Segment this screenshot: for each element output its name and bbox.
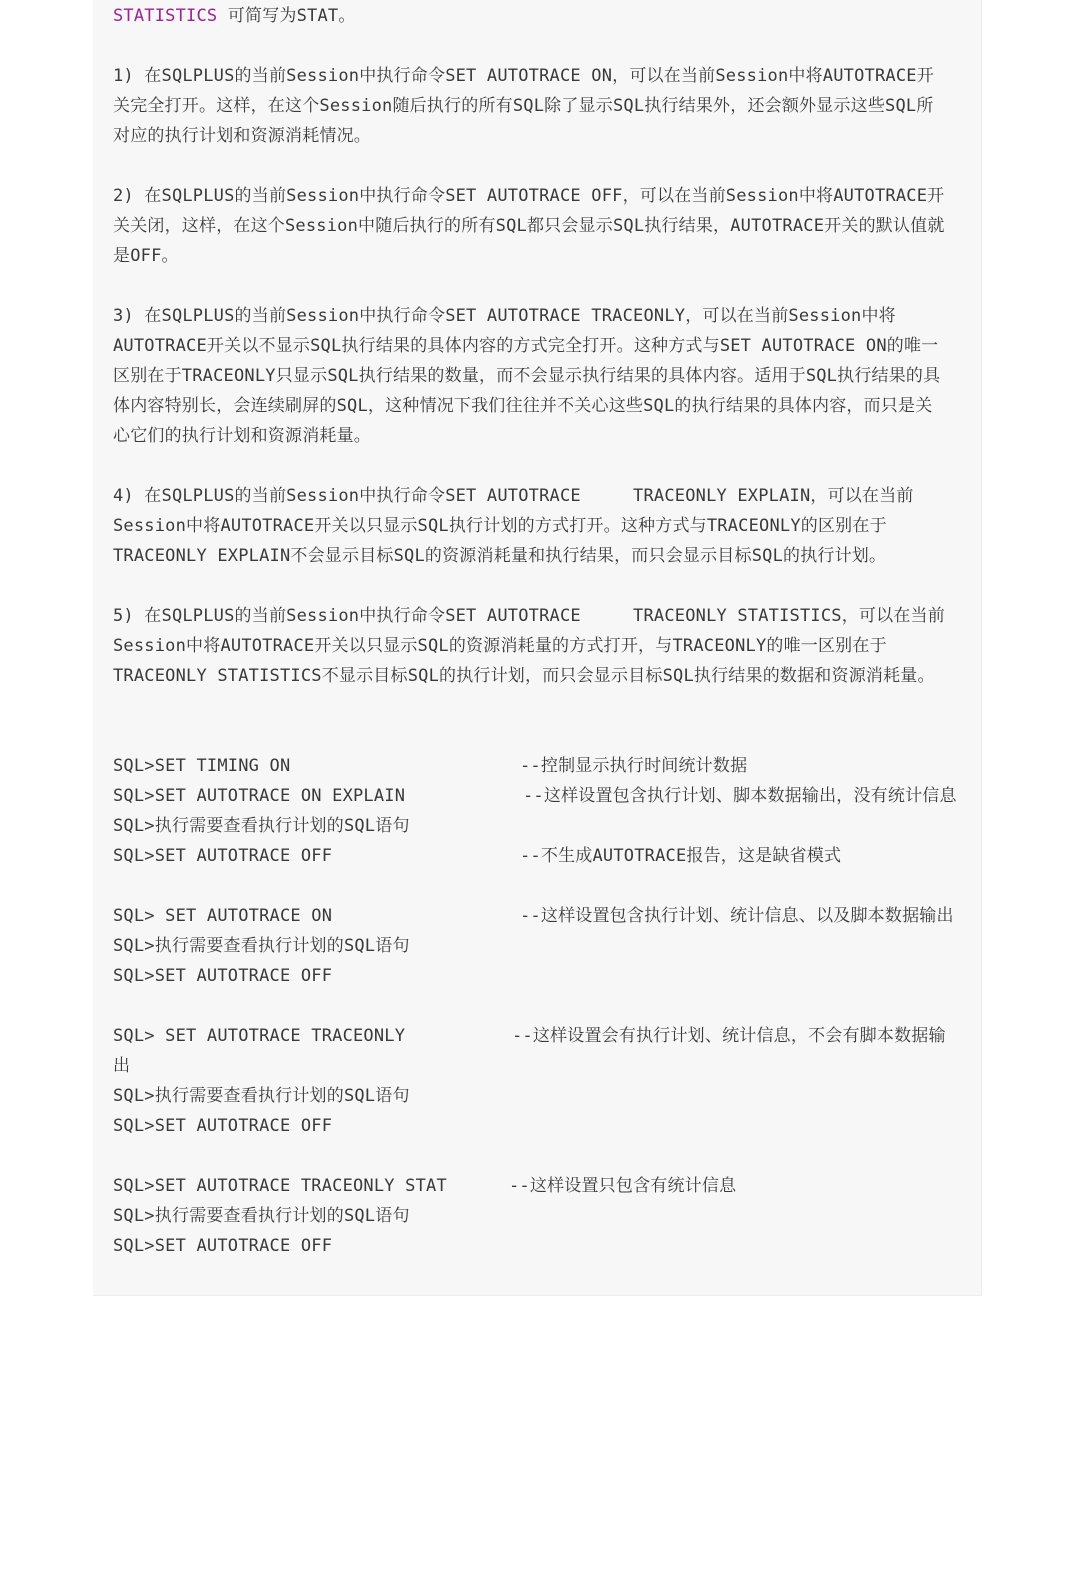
example-command: SQL>SET AUTOTRACE OFF (113, 1236, 333, 1256)
example-command: SQL>执行需要查看执行计划的SQL语句 (113, 1086, 410, 1106)
paragraph-3-line-4: 体内容特别长，会连续刷屏的SQL，这种情况下我们往往并不关心这些SQL的执行结果的具体内容，而只是关 (113, 396, 933, 416)
paragraph-4-line-1: 4) 在SQLPLUS的当前Session中执行命令SET AUTOTRACE TRACEONLY EXPLAIN，可以在当前 (113, 486, 914, 506)
code-block (93, 0, 982, 1296)
example-command: SQL>SET AUTOTRACE ON EXPLAIN (113, 786, 406, 806)
keyword-statistics: STATISTICS (113, 6, 218, 26)
example-comment: --这样设置包含执行计划、脚本数据输出，没有统计信息 (523, 786, 957, 806)
example-comment: --这样设置包含执行计划、统计信息、以及脚本数据输出 (520, 906, 954, 926)
paragraph-1-line-2: 关完全打开。这样，在这个Session随后执行的所有SQL除了显示SQL执行结果外，还会额外显示这些SQL所 (113, 96, 934, 116)
example-comment: --这样设置会有执行计划、统计信息，不会有脚本数据输 (512, 1026, 946, 1046)
example-command: SQL> SET AUTOTRACE ON (113, 906, 333, 926)
paragraph-5-line-2: Session中将AUTOTRACE开关以只显示SQL的资源消耗量的方式打开，与TRACEONLY的唯一区别在于 (113, 636, 887, 656)
paragraph-3-line-3: 区别在于TRACEONLY只显示SQL执行结果的数量，而不会显示执行结果的具体内容。适用于SQL执行结果的具 (113, 366, 941, 386)
example-command: SQL>SET TIMING ON (113, 756, 291, 776)
intro-line (113, 1, 356, 31)
paragraph-3-line-2: AUTOTRACE开关以不显示SQL执行结果的具体内容的方式完全打开。这种方式与SET AUTOTRACE ON的唯一 (113, 336, 939, 356)
paragraph-2-line-1: 2) 在SQLPLUS的当前Session中执行命令SET AUTOTRACE OFF，可以在当前Session中将AUTOTRACE开 (113, 186, 945, 206)
paragraph-2-line-3: 是OFF。 (113, 246, 179, 266)
paragraph-3-line-5: 心它们的执行计划和资源消耗量。 (113, 426, 371, 446)
paragraph-2-line-2: 关关闭，这样，在这个Session中随后执行的所有SQL都只会显示SQL执行结果，AUTOTRACE开关的默认值就 (113, 216, 945, 236)
paragraph-4-line-2: Session中将AUTOTRACE开关以只显示SQL执行计划的方式打开。这种方式与TRACEONLY的区别在于 (113, 516, 887, 536)
example-command: SQL>SET AUTOTRACE OFF (113, 966, 333, 986)
example-comment: --这样设置只包含有统计信息 (509, 1176, 737, 1196)
example-command: SQL>SET AUTOTRACE OFF (113, 1116, 333, 1136)
example-command: SQL>SET AUTOTRACE TRACEONLY STAT (113, 1176, 447, 1196)
example-comment: --控制显示执行时间统计数据 (520, 756, 748, 776)
example-command: SQL>执行需要查看执行计划的SQL语句 (113, 1206, 410, 1226)
paragraph-4-line-3: TRACEONLY EXPLAIN不会显示目标SQL的资源消耗量和执行结果，而只会显示目标SQL的执行计划。 (113, 546, 887, 566)
example-command: SQL>SET AUTOTRACE OFF (113, 846, 333, 866)
example-comment: --不生成AUTOTRACE报告，这是缺省模式 (520, 846, 842, 866)
intro-text: 可简写为STAT。 (217, 6, 356, 26)
paragraph-5-line-3: TRACEONLY STATISTICS不显示目标SQL的执行计划，而只会显示目标SQL执行结果的数据和资源消耗量。 (113, 666, 935, 686)
example-command: 出 (113, 1056, 131, 1076)
example-command: SQL>执行需要查看执行计划的SQL语句 (113, 936, 410, 956)
example-command: SQL>执行需要查看执行计划的SQL语句 (113, 816, 410, 836)
paragraph-3-line-1: 3) 在SQLPLUS的当前Session中执行命令SET AUTOTRACE TRACEONLY，可以在当前Session中将 (113, 306, 896, 326)
paragraph-1-line-1: 1) 在SQLPLUS的当前Session中执行命令SET AUTOTRACE ON，可以在当前Session中将AUTOTRACE开 (113, 66, 934, 86)
paragraph-1-line-3: 对应的执行计划和资源消耗情况。 (113, 126, 371, 146)
example-command: SQL> SET AUTOTRACE TRACEONLY (113, 1026, 406, 1046)
paragraph-5-line-1: 5) 在SQLPLUS的当前Session中执行命令SET AUTOTRACE TRACEONLY STATISTICS，可以在当前 (113, 606, 945, 626)
